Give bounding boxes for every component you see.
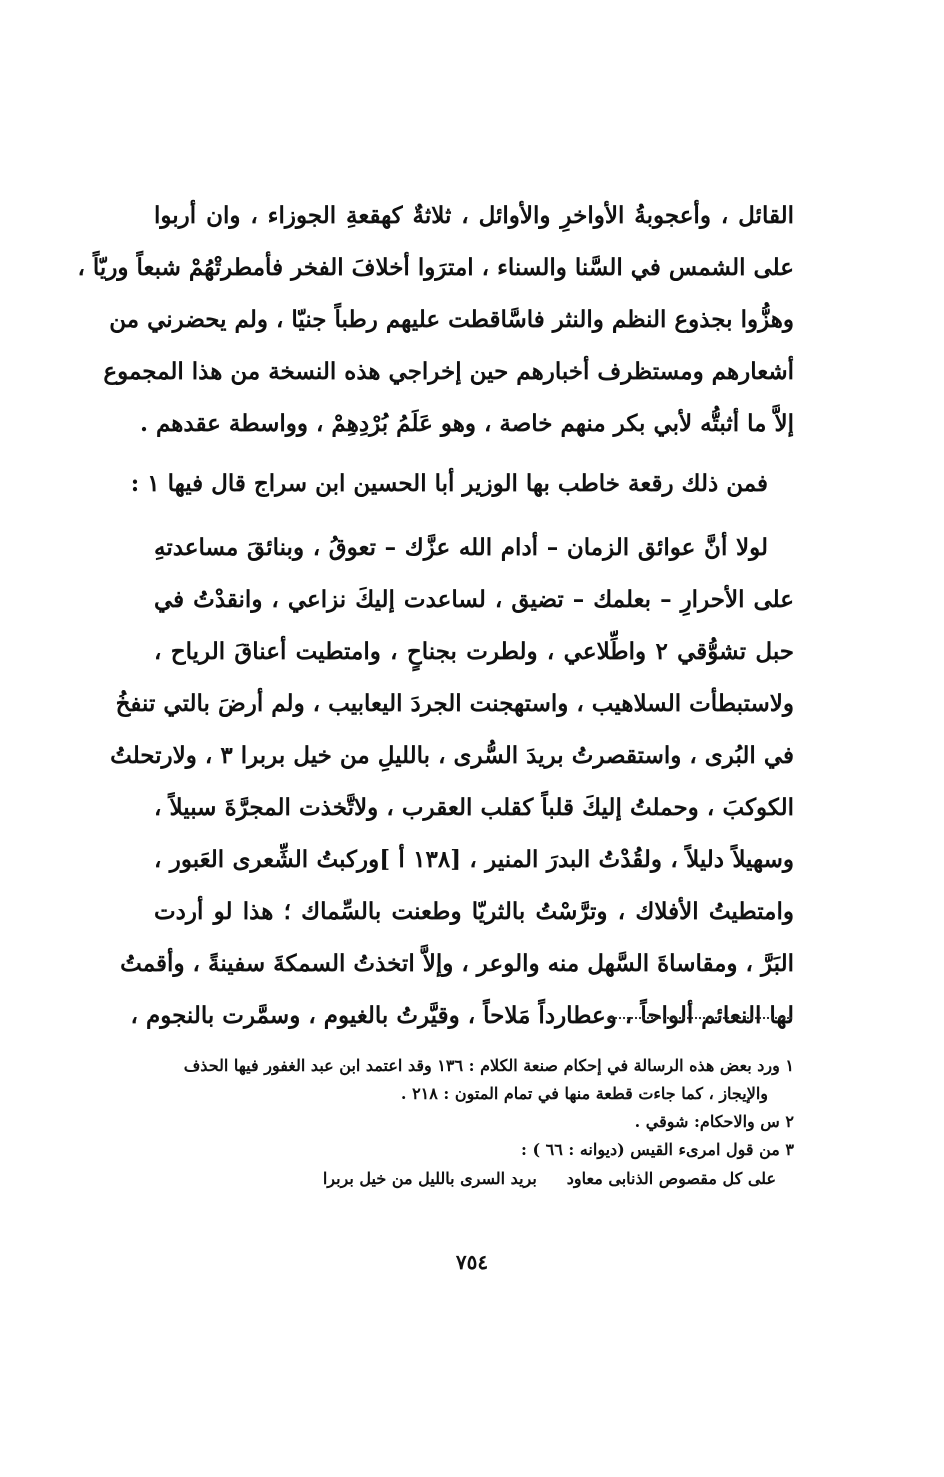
text-line: وهزُّوا بجذوع النظم والنثر فاسَّاقطت عليهم رطباً جنيّا ، ولم يحضرني من (109, 306, 794, 333)
text-line: ولاستبطأت السلاهيب ، واستهجنت الجردَ اليعابيب ، ولم أرضَ بالتي تنفخُ (115, 690, 794, 717)
text-line: في البُرى ، واستقصرتُ بريدَ السُّرى ، بالليلِ من خيل بربرا ٣ ، ولارتحلتُ (110, 742, 794, 769)
footnote-3: ٣ من قول امرىء القيس (ديوانه : ٦٦ ) : (520, 1140, 794, 1159)
footnote-2: ٢ س والاحكام: شوقي . (634, 1112, 794, 1131)
verse (144, 1164, 794, 1194)
footnote-1: ١ ورد بعض هذه الرسالة في إحكام صنعة الكلام : ١٣٦ وقد اعتمد ابن عبد الغفور فيها الحذف (183, 1056, 794, 1075)
footnote-divider (608, 1017, 792, 1019)
text-line: على الشمس في السَّنا والسناء ، امترَوا أخلافَ الفخر فأمطرتْهُمْ شبعاً وريّاً ، (77, 254, 794, 281)
text-line: على الأحرارِ – بعلمك – تضيق ، لساعدت إليكَ نزاعي ، وانقدْتُ في (154, 586, 794, 613)
footnotes (144, 1052, 794, 1194)
page-number: ٧٥٤ (455, 1250, 489, 1274)
text-line: إلاَّ ما أثبتُّه لأبي بكر منهم خاصة ، وهو عَلَمُ بُرْدِهِمْ ، وواسطة عقدهم . (139, 410, 794, 437)
text-line: القائل ، وأعجوبةُ الأواخرِ والأوائل ، ثلاثةٌ كهقعةِ الجوزاء ، وان أربوا (154, 202, 794, 229)
text-line: أشعارهم ومستظرف أخبارهم حين إخراجي هذه النسخة من هذا المجموع (103, 358, 794, 385)
text-line: البَرَّ ، ومقاساةَ السَّهل منه والوعر ، وإلاَّ اتخذتُ السمكةَ سفينةً ، وأقمتُ (120, 950, 794, 977)
footnote-1-continuation: والإيجاز ، كما جاءت قطعة منها في تمام المتون : ٢١٨ . (400, 1084, 768, 1103)
paragraph-1 (77, 190, 794, 450)
paragraph-3 (110, 522, 794, 1042)
paragraph-2 (130, 458, 794, 510)
verse-hemistich-second: بريد السرى بالليل من خيل بربرا (322, 1169, 537, 1188)
text-line: لها النعائم ألواحاً ، وعطارداً مَلاحاً ، وقيَّرتُ بالغيوم ، وسمَّرت بالنجوم ، (130, 1002, 794, 1029)
text-line: لولا أنَّ عوائق الزمان – أدام الله عزَّك – تعوقُ ، وبنائقَ مساعدتهِ (154, 534, 768, 561)
text-line: الكوكبَ ، وحملتُ إليكَ قلباً كقلب العقرب ، ولاتَّخذت المجرَّةَ سبيلاً ، (154, 794, 794, 821)
verse-hemistich-first: على كل مقصوص الذنابى معاود (566, 1169, 776, 1188)
text-line: حبل تشوُّقي ٢ واطِّلاعي ، ولطرت بجناحٍ ، وامتطيت أعناقَ الرياح ، (154, 638, 794, 665)
text-line: وسهيلاً دليلاً ، ولقُدْتُ البدرَ المنير ، [١٣٨ أ ]وركبتُ الشِّعرى العَبور ، (154, 846, 794, 873)
text-line: وامتطيتُ الأفلاك ، وترَّسْتُ بالثريّا وطعنت بالسِّماك ؛ هذا لو أردت (154, 898, 794, 925)
text-line: فمن ذلك رقعة خاطب بها الوزير أبا الحسين ابن سراج قال فيها ١ : (130, 470, 768, 497)
